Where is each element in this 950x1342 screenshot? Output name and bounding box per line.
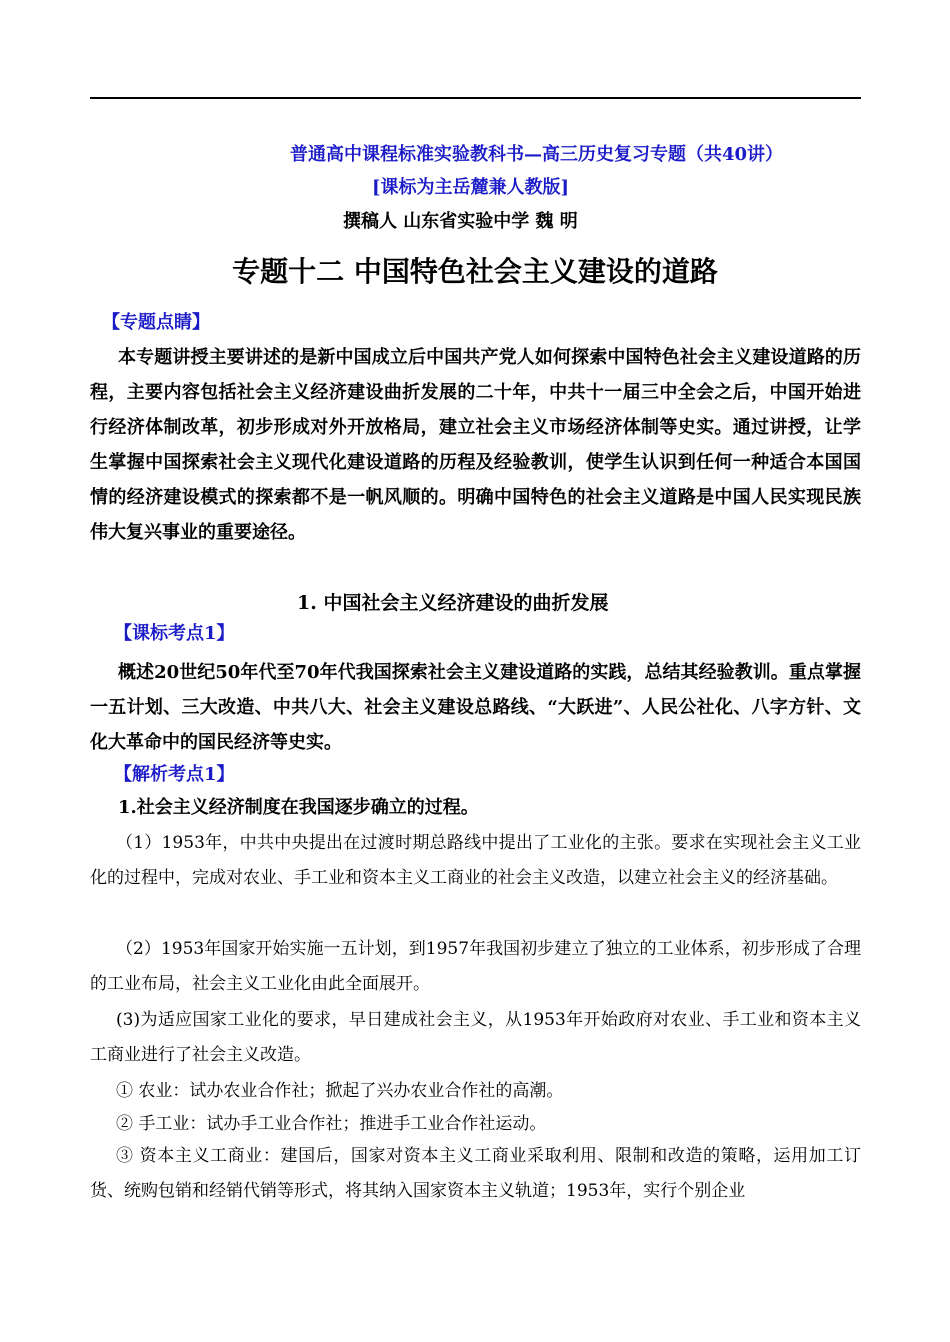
focus-paragraph: 本专题讲授主要讲述的是新中国成立后中国共产党人如何探索中国特色社会主义建设道路的历程，主要内容包括社会主义经济建设曲折发展的二十年，中共十一届三中全会之后，中国开始进行经济体制改革，初步形成对外开放格局，建立社会主义市场经济体制等史实。通过讲授，让学生掌握中国探索社会主义现代化建设道路的历程及经验教训，使学生认识到任何一种适合本国国情的经济建设模式的探索都不是一帆风顺的。明确中国特色的社会主义道路是中国人民实现民族伟大复兴事业的重要途径。 <box>90 347 861 543</box>
body-paragraph: (3)为适应国家工业化的要求，早日建成社会主义，从1953年开始政府对农业、手工业和资本主义工商业进行了社会主义改造。 <box>90 1010 861 1065</box>
series-title: 普通高中课程标准实验教科书—高三历史复习专题（共40讲） <box>290 144 784 165</box>
page-title: 专题十二 中国特色社会主义建设的道路 <box>232 255 718 288</box>
focus-tag: 【专题点睛】 <box>102 312 210 333</box>
standard-paragraph: 概述20世纪50年代至70年代我国探索社会主义建设道路的实践，总结其经验教训。重点掌握一五计划、三大改造、中共八大、社会主义建设总路线、“大跃进”、人民公社化、八字方针、文化大革命中的国民经济等史实。 <box>90 662 861 753</box>
body-paragraph: （1）1953年，中共中央提出在过渡时期总路线中提出了工业化的主张。要求在实现社会主义工业化的过程中，完成对农业、手工业和资本主义工商业的社会主义改造，以建立社会主义的经济基础。 <box>90 833 861 888</box>
section-heading: 1. 中国社会主义经济建设的曲折发展 <box>297 592 609 614</box>
body-paragraph: （2）1953年国家开始实施一五计划，到1957年我国初步建立了独立的工业体系，初步形成了合理的工业布局，社会主义工业化由此全面展开。 <box>90 939 861 994</box>
analysis-subheading: 1.社会主义经济制度在我国逐步确立的过程。 <box>118 797 479 818</box>
header-rule <box>90 97 861 99</box>
analysis-tag: 【解析考点1】 <box>114 764 235 785</box>
author-line: 撰稿人 山东省实验中学 魏 明 <box>343 211 578 232</box>
body-paragraph: ③ 资本主义工商业：建国后，国家对资本主义工商业采取利用、限制和改造的策略，运用加工订货、统购包销和经销代销等形式，将其纳入国家资本主义轨道；1953年，实行个别企业 <box>90 1146 861 1201</box>
edition-note: [课标为主岳麓兼人教版] <box>372 177 570 198</box>
list-item: ② 手工业：试办手工业合作社；推进手工业合作社运动。 <box>116 1114 547 1134</box>
standard-tag: 【课标考点1】 <box>114 623 235 644</box>
list-item: ① 农业：试办农业合作社；掀起了兴办农业合作社的高潮。 <box>116 1081 564 1101</box>
